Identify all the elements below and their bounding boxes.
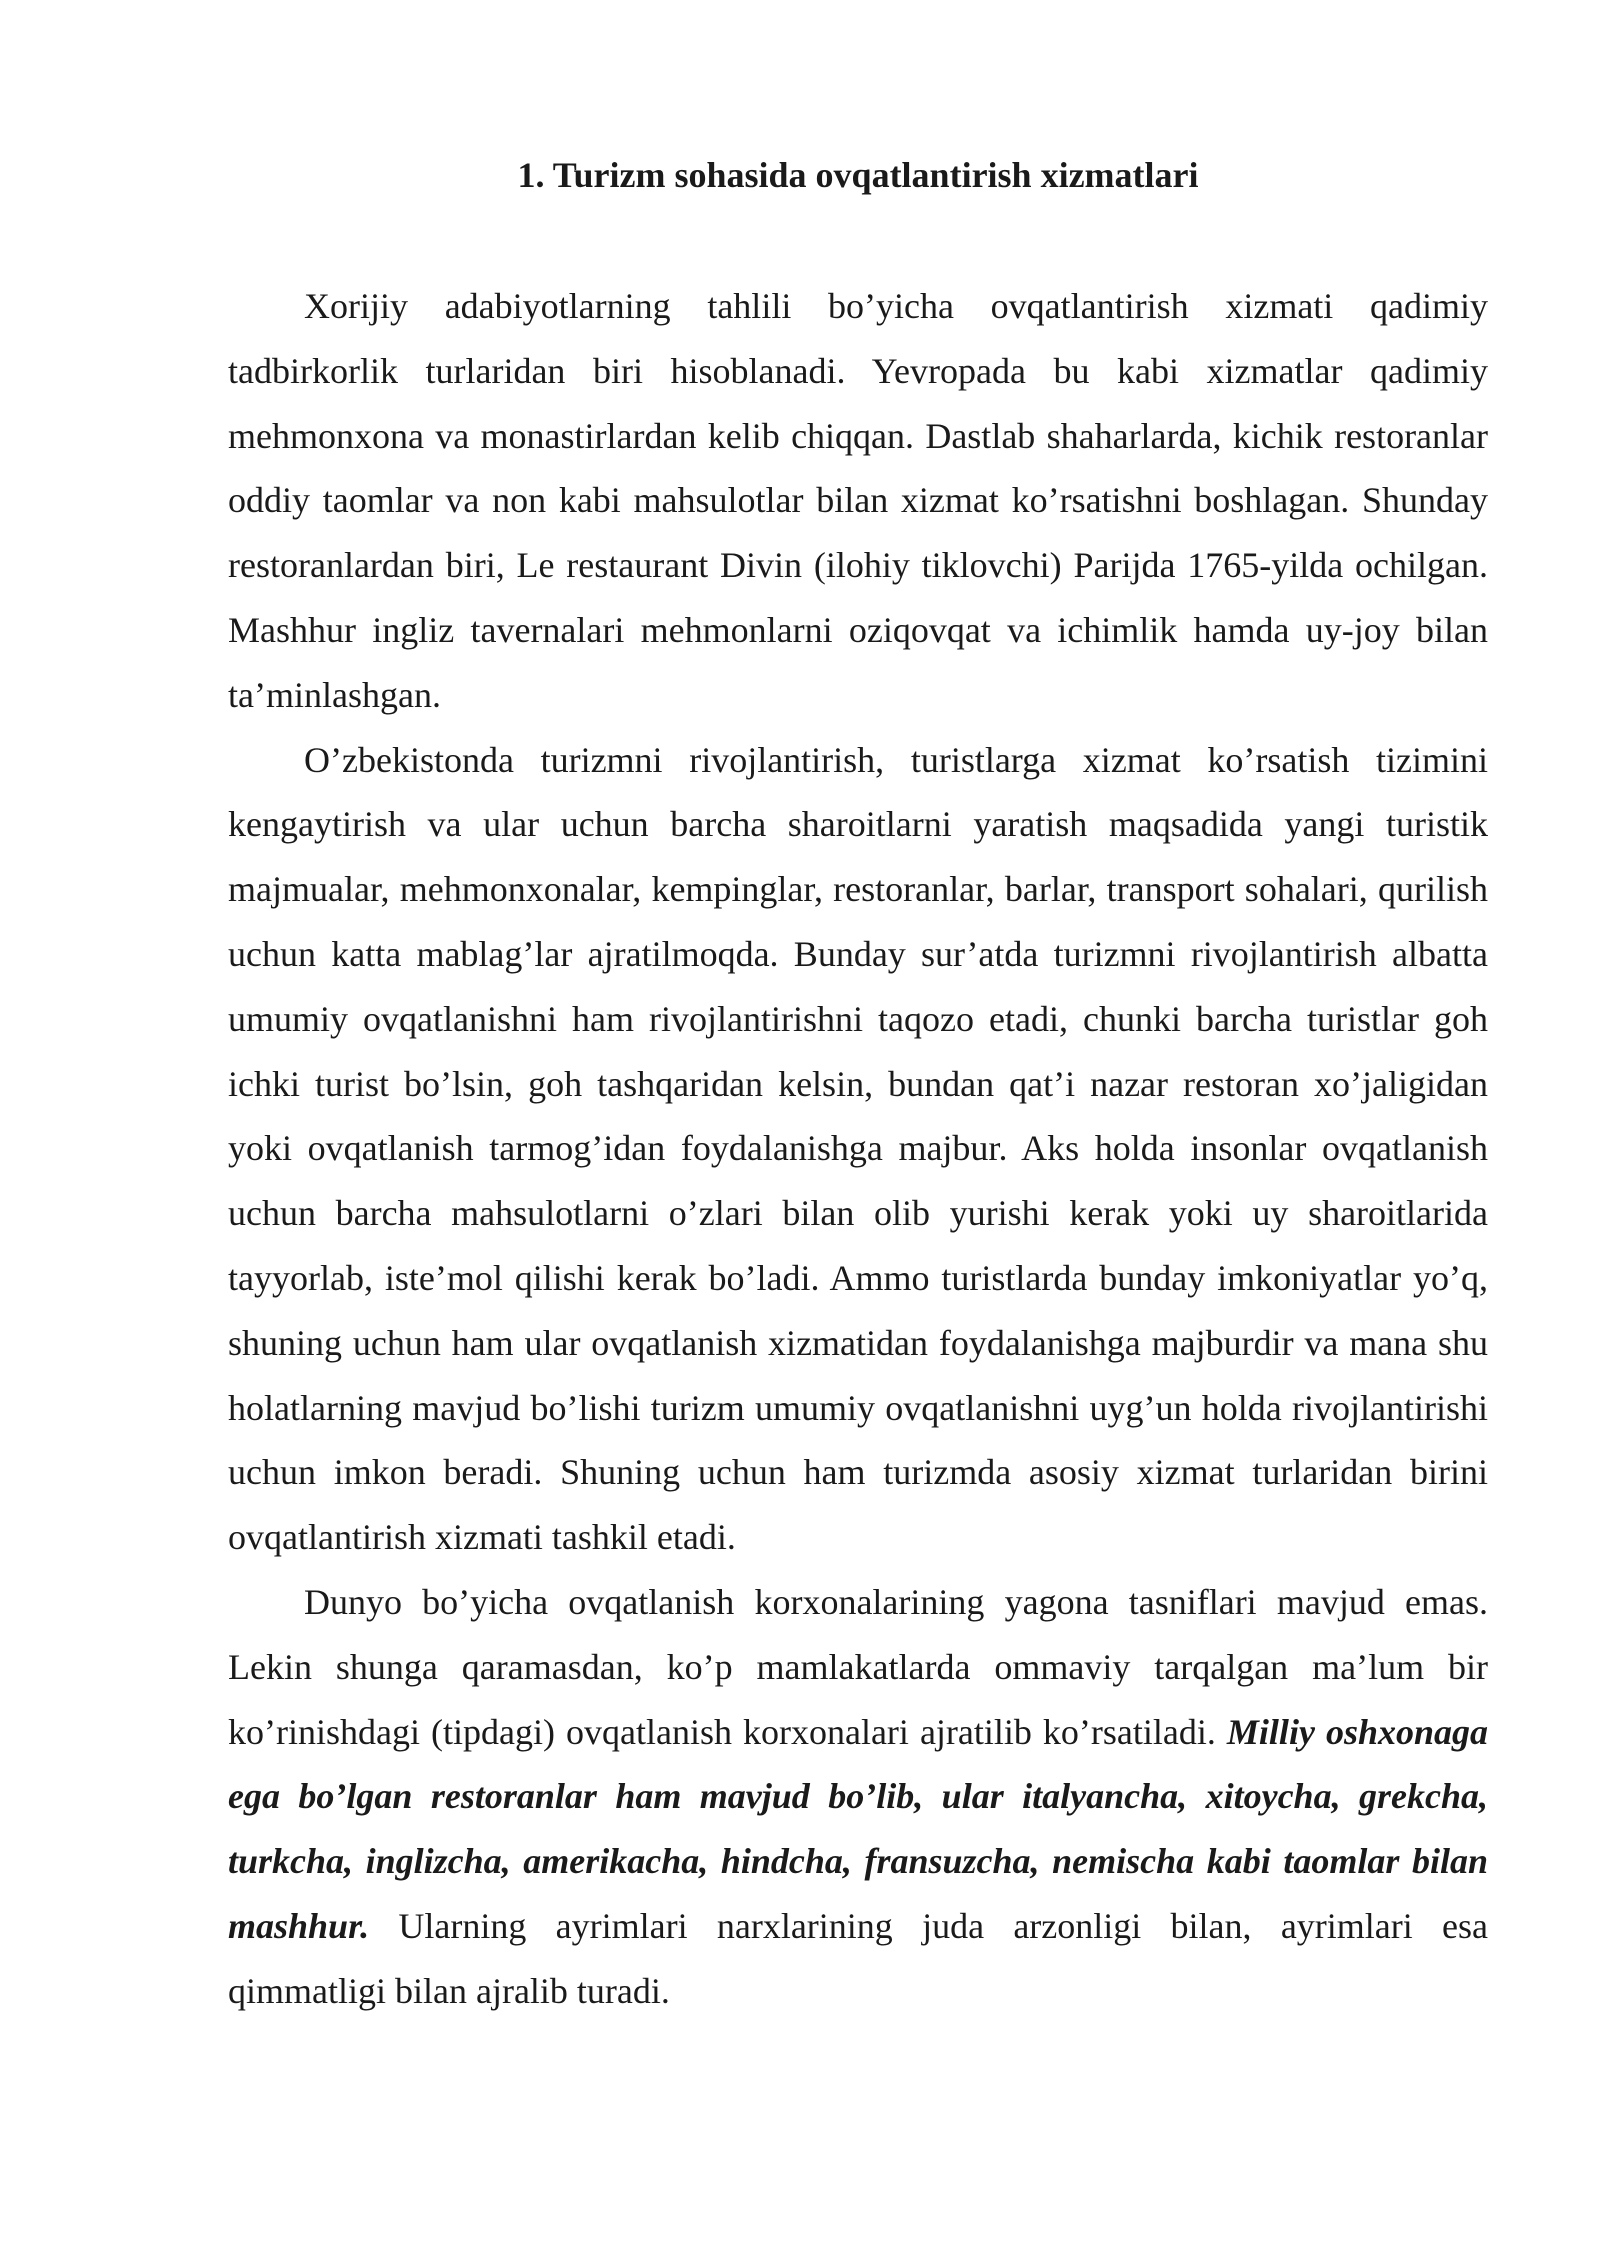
- paragraph-classification: [228, 1570, 1488, 2024]
- paragraph-text-after: Ularning ayrimlari narxlarining juda arzonligi bilan, ayrimlari esa qimmatligi bilan ajralib turadi.: [228, 1905, 1488, 2011]
- document-page: [228, 150, 1488, 2024]
- emphasized-text: Milliy oshxonaga ega bo’lgan restoranlar ham mavjud bo’lib, ular italyancha, xitoycha, grekcha, turkcha, inglizcha, amerikacha, hindcha, fransuzcha, nemischa kabi taomlar bilan mashhur.: [228, 1711, 1488, 1946]
- paragraph-history: Xorijiy adabiyotlarning tahlili bo’yicha ovqatlantirish xizmati qadimiy tadbirkorlik turlaridan biri hisoblanadi. Yevropada bu kabi xizmatlar qadimiy mehmonxona va monastirlardan kelib chiqqan. Dastlab shaharlarda, kichik restoranlar oddiy taomlar va non kabi mahsulotlar bilan xizmat ko’rsatishni boshlagan. Shunday restoranlardan biri, Le restaurant Divin (ilohiy tiklovchi) Parijda 1765-yilda ochilgan. Mashhur ingliz tavernalari mehmonlarni oziqovqat va ichimlik hamda uy-joy bilan ta’minlashgan.: [228, 286, 1488, 715]
- paragraph-text-before: Dunyo bo’yicha ovqatlanish korxonalarining yagona tasniflari mavjud emas. Lekin shunga qaramasdan, ko’p mamlakatlarda ommaviy tarqalgan ma’lum bir ko’rinishdagi (tipdagi) ovqatlanish korxonalari ajratilib ko’rsatiladi.: [228, 1581, 1488, 1752]
- paragraph-uzbekistan: O’zbekistonda turizmni rivojlantirish, turistlarga xizmat ko’rsatish tizimini kengaytirish va ular uchun barcha sharoitlarni yaratish maqsadida yangi turistik majmualar, mehmonxonalar, kempinglar, restoranlar, barlar, transport sohalari, qurilish uchun katta mablag’lar ajratilmoqda. Bunday sur’atda turizmni rivojlantirish albatta umumiy ovqatlanishni ham rivojlantirishni taqozo etadi, chunki barcha turistlar goh ichki turist bo’lsin, goh tashqaridan kelsin, bundan qat’i nazar restoran xo’jaligidan yoki ovqatlanish tarmog’idan foydalanishga majbur. Aks holda insonlar ovqatlanish uchun barcha mahsulotlarni o’zlari bilan olib yurishi kerak yoki uy sharoitlarida tayyorlab, iste’mol qilishi kerak bo’ladi. Ammo turistlarda bunday imkoniyatlar yo’q, shuning uchun ham ular ovqatlanish xizmatidan foydalanishga majburdir va mana shu holatlarning mavjud bo’lishi turizm umumiy ovqatlanishni uyg’un holda rivojlantirishi uchun imkon beradi. Shuning uchun ham turizmda asosiy xizmat turlaridan birini ovqatlantirish xizmati tashkil etadi.: [228, 739, 1488, 1558]
- document-title: 1. Turizm sohasida ovqatlantirish xizmatlari: [517, 155, 1199, 195]
